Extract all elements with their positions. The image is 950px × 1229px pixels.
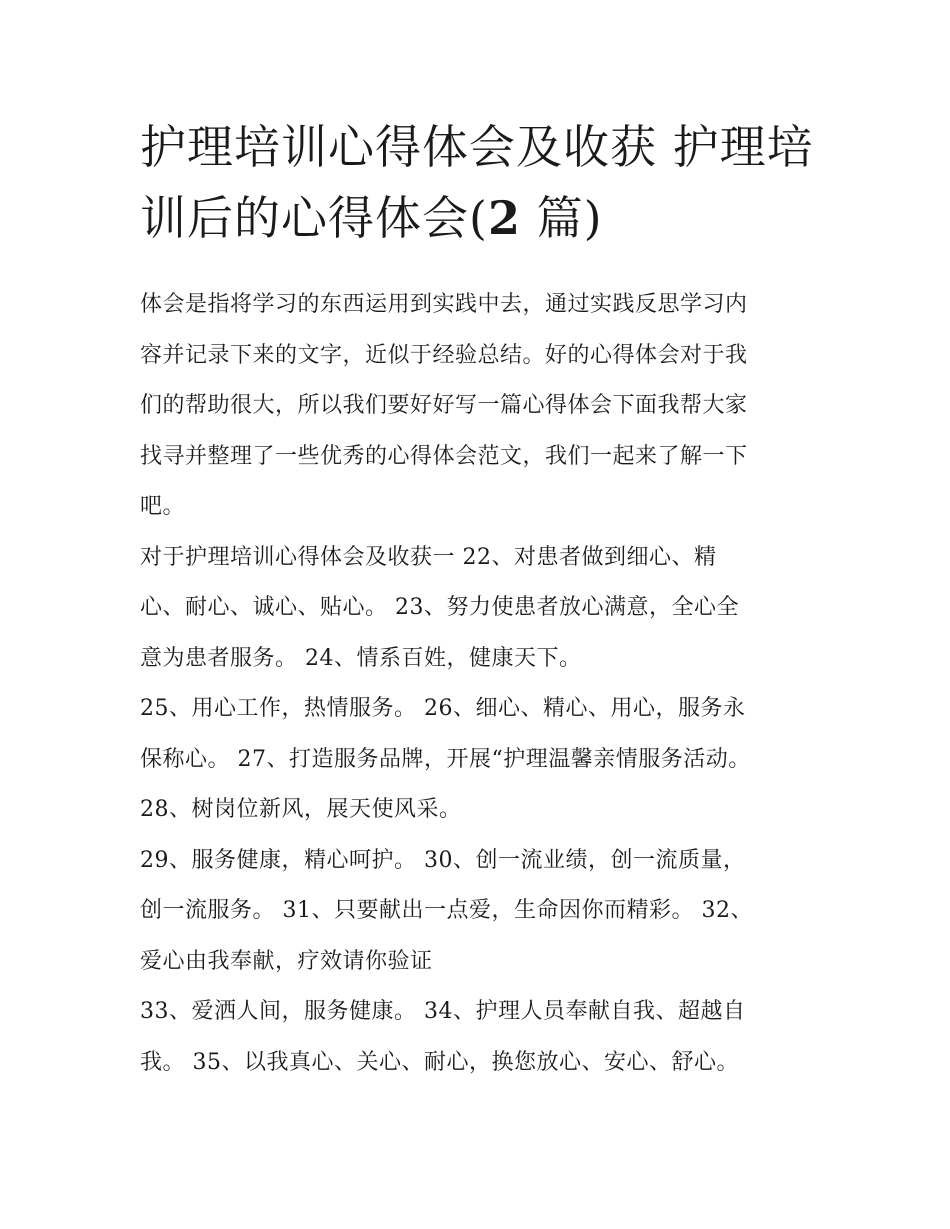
paragraph-line: 爱心由我奉献，疗效请你验证: [140, 948, 433, 974]
paragraph-line: 找寻并整理了一些优秀的心得体会范文，我们一起来了解一下: [140, 443, 748, 469]
paragraph-line: 对于护理培训心得体会及收获一 22、对患者做到细心、精: [140, 544, 717, 570]
paragraph-line: 容并记录下来的文字，近似于经验总结。好的心得体会对于我: [140, 342, 748, 368]
title-count: 2: [487, 191, 521, 245]
title-text-part1: 护理培训心得体会及收获 护理培训后的心得体会(: [140, 120, 814, 245]
paragraph-intro: [140, 280, 820, 533]
paragraph-line: 29、服务健康，精心呵护。 30、创一流业绩，创一流质量，: [140, 847, 746, 873]
paragraph-line: 33、爱洒人间，服务健康。 34、护理人员奉献自我、超越自: [140, 999, 746, 1024]
paragraph-line: 25、用心工作，热情服务。 26、细心、精心、用心，服务永: [140, 696, 746, 721]
paragraph-line: 保称心。 27、打造服务品牌，开展“护理温馨亲情服务活动。: [140, 746, 751, 772]
paragraph-line: 心、耐心、诚心、贴心。 23、努力使患者放心满意，全心全: [140, 595, 739, 620]
paragraph-slogans-29-32: [140, 836, 820, 988]
paragraph-line: 们的帮助很大，所以我们要好好写一篇心得体会下面我帮大家: [140, 393, 748, 418]
paragraph-line: 创一流服务。 31、只要献出一点爱，生命因你而精彩。 32、: [140, 898, 753, 923]
title-text-part2: 篇): [520, 191, 603, 245]
document-body: [140, 280, 820, 1088]
paragraph-slogans-33-35: [140, 987, 820, 1088]
paragraph-slogans-22-24: [140, 533, 820, 685]
document-title: [140, 112, 830, 254]
paragraph-line: 体会是指将学习的东西运用到实践中去，通过实践反思学习内: [140, 292, 748, 317]
paragraph-slogans-25-28: [140, 684, 820, 836]
paragraph-line: 意为患者服务。 24、情系百姓，健康天下。: [140, 645, 582, 671]
paragraph-line: 28、树岗位新风，展天使风采。: [140, 797, 462, 822]
paragraph-line: 吧。: [140, 494, 186, 519]
paragraph-line: 我。 35、以我真心、关心、耐心，换您放心、安心、舒心。: [140, 1049, 739, 1075]
